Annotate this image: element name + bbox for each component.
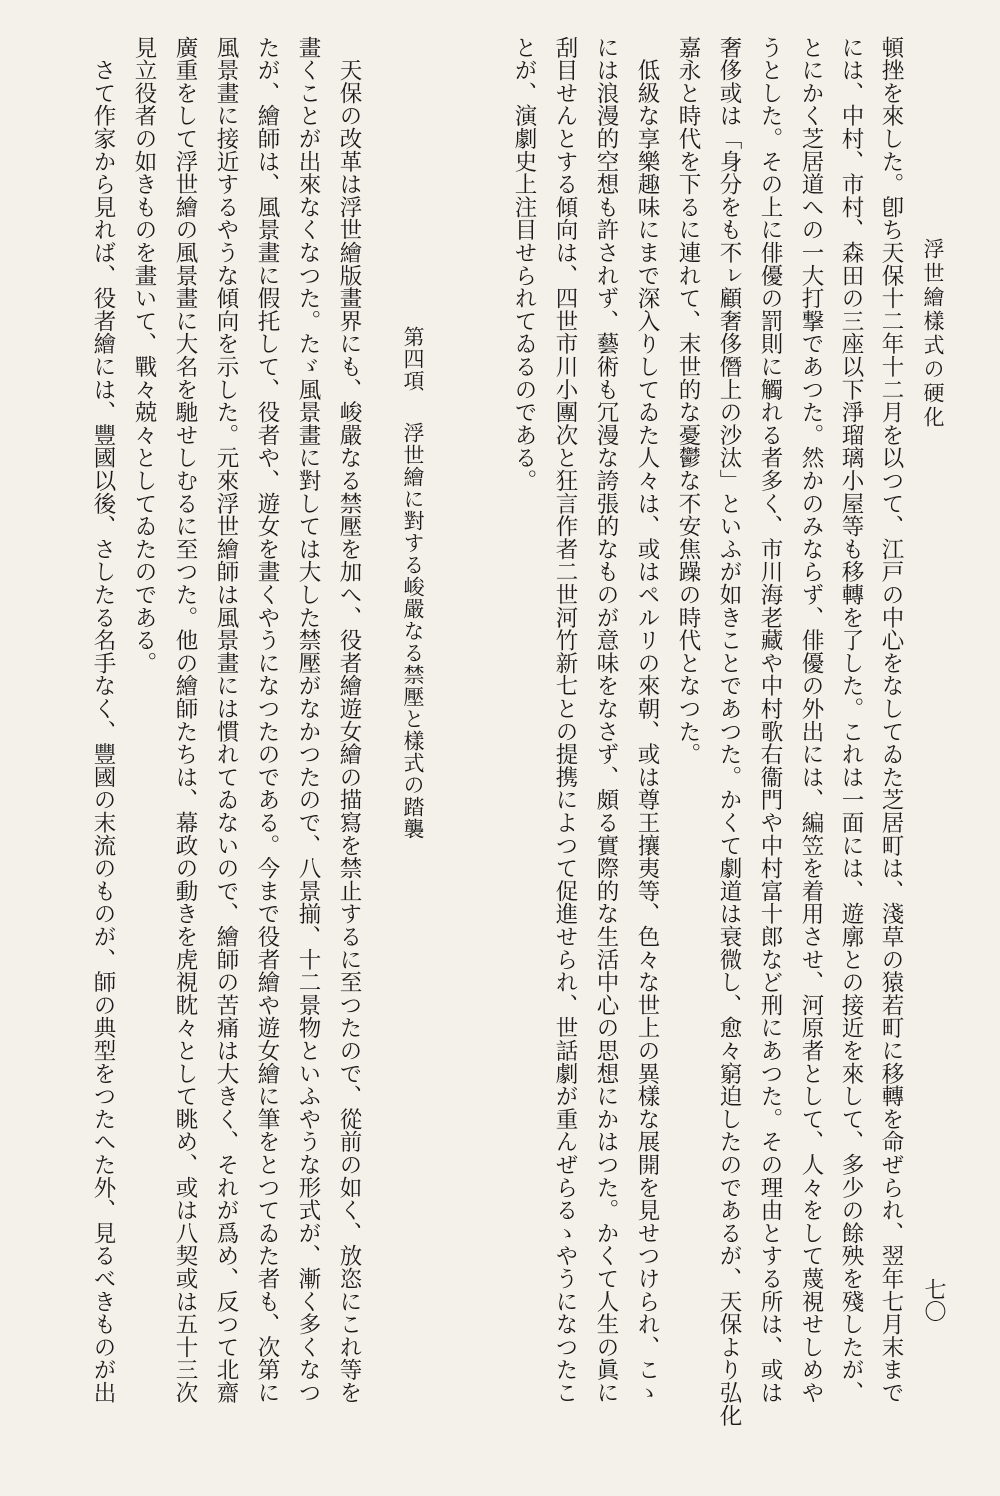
body-column-7: 低級な享樂趣味にまで深入りしてゐた人々は、或はペルリの來朝、或は尊王攘夷等、色々な世上の異樣な展開を見せつけられ、こゝ [634,36,660,1404]
body-column-16: 見立役者の如きものを畫いて、戰々兢々としてゐたのである。 [131,36,157,675]
body-column-15: 廣重をして浮世繪の風景畫に大名を馳せしむるに至つた。他の繪師たちは、幕政の動きを虎視眈々として眺め、或は八契或は五十三次 [172,36,198,1404]
body-column-13: たが、繪師は、風景畫に假托して、役者や、遊女を畫くやうになつたのである。今まで役者繪や遊女繪に筆をとつてゐた者も、次第に [254,36,280,1404]
body-column-9: 刮目せんとする傾向は、四世市川小團次と狂言作者二世河竹新七との提携によつて促進せられ、世話劇が重んぜらるゝやうになつたこ [552,36,578,1404]
section-heading [398,326,428,840]
page-number: 七〇 [921,1278,946,1322]
body-column-17: さて作家から見れば、役者繪には、豐國以後、さしたる名手なく、豐國の末流のものが、師の典型をつたへた外、見るべきものが出 [90,36,116,1404]
body-column-2: には、中村、市村、森田の三座以下淨瑠璃小屋等も移轉を了した。これは一面には、遊廓との接近を來して、多少の餘殃を殘したが、 [838,36,864,1404]
body-column-5: 奢侈或は「身分をも不ㇾ顧奢侈僭上の沙汰」といふが如きことであつた。かくて劇道は衰微し、愈々窮迫したのであるが、天保より弘化 [716,36,742,1427]
section-heading-label: 第四項 [401,326,425,392]
body-column-12: 畫くことが出來なくなつた。たゞ風景畫に對しては大した禁壓がなかつたので、八景揃、十二景物といふやうな形式が、漸く多くなつ [295,36,321,1404]
body-column-10: とが、演劇史上注目せられてゐるのである。 [511,36,537,492]
body-column-1: 頓挫を來した。卽ち天保十二年十二月を以つて、江戸の中心をなしてゐた芝居町は、淺草の猿若町に移轉を命ぜられ、翌年七月末まで [878,36,904,1404]
body-column-14: 風景畫に接近するやうな傾向を示した。元來浮世繪師は風景畫には慣れてゐないので、繪師の苦痛は大きく、それが爲め、反つて北齋 [213,36,239,1404]
body-column-8: には浪漫的空想も許されず、藝術も冗漫な誇張的なものが意味をなさず、頗る實際的な生活中心の思想にかはつた。かくて人生の眞に [593,36,619,1404]
running-head: 浮世繪樣式の硬化 [921,238,945,430]
body-column-11: 天保の改革は浮世繪版畫界にも、峻嚴なる禁壓を加へ、役者繪遊女繪の描寫を禁止するに至つたので、從前の如く、放恣にこれ等を [336,36,362,1404]
section-heading-title: 浮世繪に對する峻嚴なる禁壓と樣式の踏襲 [401,422,425,840]
body-column-6: 嘉永と時代を下るに連れて、末世的な憂鬱な不安焦躁の時代となつた。 [675,36,701,766]
body-column-3: とにかく芝居道への一大打撃であつた。然かのみならず、俳優の外出には、編笠を着用させ、河原者として、人々をして蔑視せしめや [798,36,824,1404]
body-column-4: うとした。その上に俳優の罰則に觸れる者多く、市川海老藏や中村歌右衞門や中村富十郎など刑にあつた。その理由とする所は、或は [757,36,783,1404]
